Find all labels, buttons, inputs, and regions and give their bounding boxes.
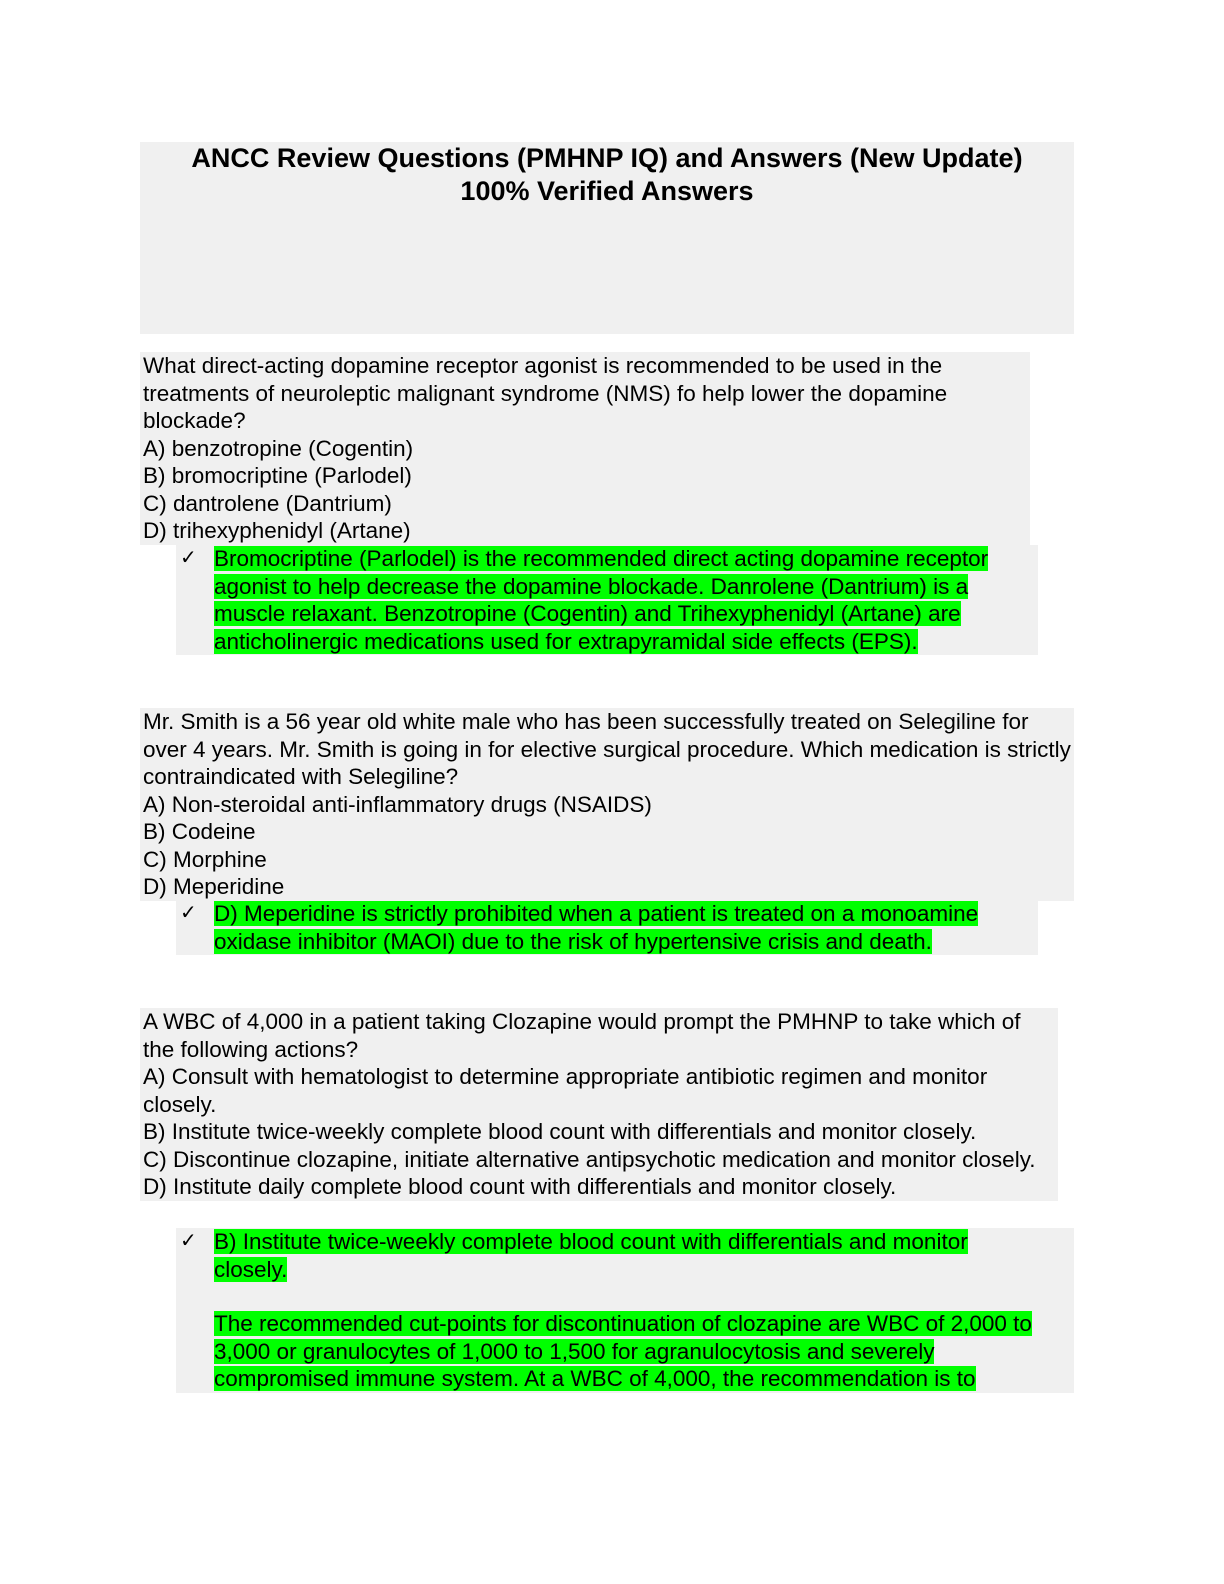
question-1 [140,352,1030,545]
answer-text: D) Meperidine is strictly prohibited when a patient is treated on a monoamine oxidase inhibitor (MAOI) due to the risk of hypertensive crisis and death. [214,901,979,954]
question-3 [140,1008,1058,1201]
answer-text: B) Institute twice-weekly complete blood count with differentials and monitor closely. [214,1229,968,1282]
answer-row [176,545,1038,655]
options-list [140,1063,1058,1201]
checkmark-icon: ✓ [180,547,197,569]
option-d: D) trihexyphenidyl (Artane) [143,518,411,543]
option-d: D) Meperidine [143,874,285,899]
option-c: C) dantrolene (Dantrium) [143,490,392,516]
explanation-text: The recommended cut-points for discontinuation of clozapine are WBC of 2,000 to 3,000 or granulocytes of 1,000 to 1,500 for agranulocytosis and severely compromised immune system. At a WBC of 4,000, the recommendation is to [214,1311,1032,1391]
option-b: B) bromocriptine (Parlodel) [143,463,412,488]
title-line-2: 100% Verified Answers [460,176,754,206]
options-list [140,791,1074,901]
title-line-1: ANCC Review Questions (PMHNP IQ) and Answers (New Update) [191,143,1023,173]
option-a: A) Non-steroidal anti-inflammatory drugs (NSAIDS) [143,791,652,817]
answer-text: Bromocriptine (Parlodel) is the recommended direct acting dopamine receptor agonist to help decrease the dopamine blockade. Danrolene (Dantrium) is a muscle relaxant. Benzotropine (Cogentin) and Trihexyphenidyl (Artane) are anticholinergic medications used for extrapyramidal side effects (EPS). [214,546,989,654]
option-a: A) benzotropine (Cogentin) [143,435,414,461]
option-b: B) Institute twice-weekly complete blood count with differentials and monitor closely. [143,1119,977,1144]
explanation-row [176,1310,1034,1393]
question-stem: A WBC of 4,000 in a patient taking Clozapine would prompt the PMHNP to take which of the following actions? [143,1009,1021,1062]
checkmark-icon: ✓ [180,902,197,924]
option-a: A) Consult with hematologist to determine appropriate antibiotic regimen and monitor closely. [143,1064,988,1117]
options-list [140,435,1030,545]
question-2 [140,708,1074,901]
question-stem: Mr. Smith is a 56 year old white male who has been successfully treated on Selegiline for over 4 years. Mr. Smith is going in for elective surgical procedure. Which medication is strictly contraindicated with Selegiline? [143,709,1071,789]
answer-row [176,1228,1034,1283]
answer-row [176,900,1038,955]
question-stem: What direct-acting dopamine receptor agonist is recommended to be used in the treatments of neuroleptic malignant syndrome (NMS) fo help lower the dopamine blockade? [143,353,948,433]
document-title [140,142,1074,208]
title-block [140,142,1074,334]
option-b: B) Codeine [143,819,256,844]
option-c: C) Morphine [143,846,267,872]
answer-2 [176,900,1038,955]
answer-1 [176,545,1038,655]
option-d: D) Institute daily complete blood count with differentials and monitor closely. [143,1174,897,1199]
answer-3 [176,1228,1074,1393]
option-c: C) Discontinue clozapine, initiate alternative antipsychotic medication and monitor closely. [143,1146,1036,1172]
checkmark-icon: ✓ [180,1230,197,1252]
